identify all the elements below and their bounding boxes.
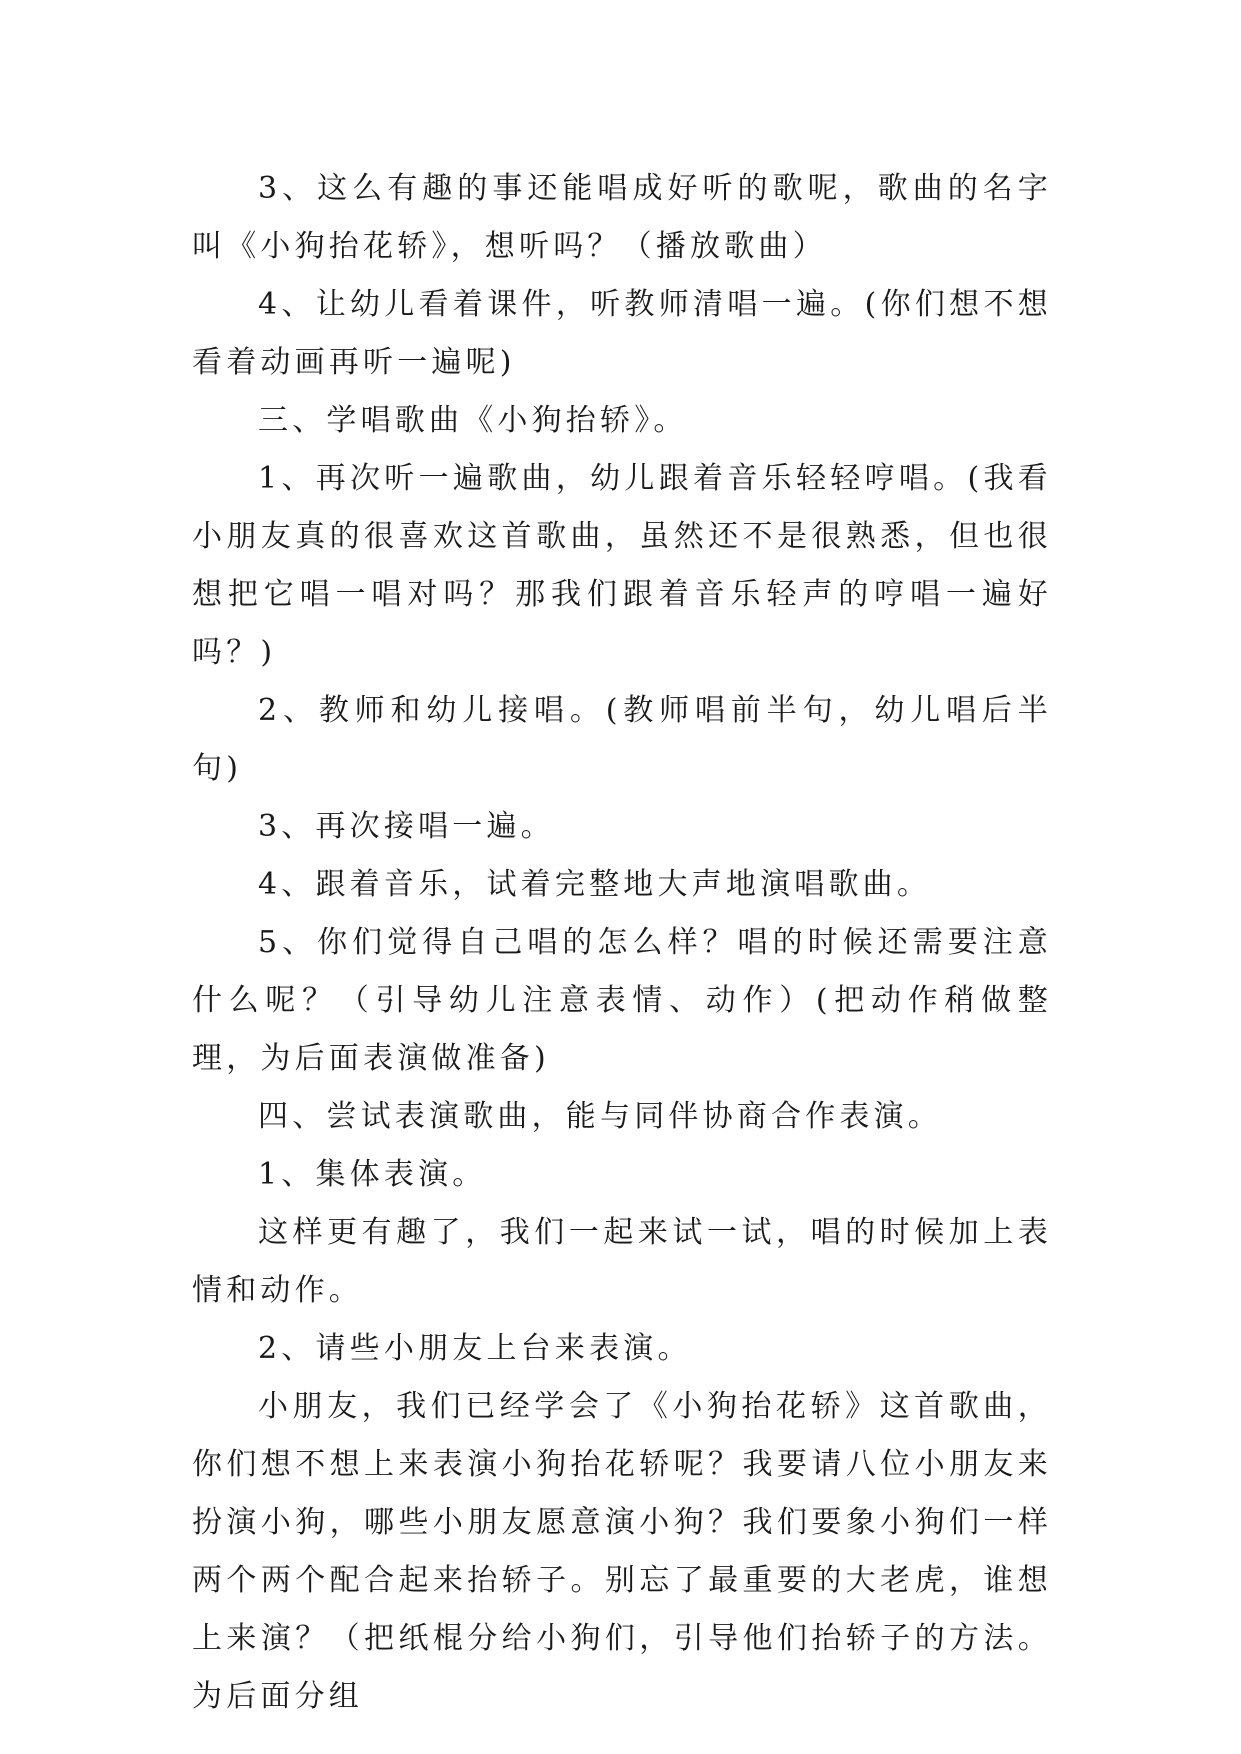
paragraph-step-4-watch-courseware: 4、让幼儿看着课件，听教师清唱一遍。(你们想不想看着动画再听一遍呢): [192, 287, 1052, 380]
paragraph-step-5-reflection: 5、你们觉得自己唱的怎么样？唱的时候还需要注意什么呢？（引导幼儿注意表情、动作）(把动作稍做整理，为后面表演做准备): [192, 925, 1052, 1076]
document-page: [192, 160, 1052, 1726]
paragraph-group-performance-detail: 这样更有趣了，我们一起来试一试，唱的时候加上表情和动作。: [192, 1215, 1052, 1308]
paragraph-step-4-sing-full: 4、跟着音乐，试着完整地大声地演唱歌曲。: [258, 867, 932, 902]
paragraph-stage-performance-detail: 小朋友，我们已经学会了《小狗抬花轿》这首歌曲，你们想不想上来表演小狗抬花轿呢？我要请八位小朋友来扮演小狗，哪些小朋友愿意演小狗？我们要象小狗们一样两个两个配合起来抬轿子。别忘了最重要的大老虎，谁想上来演？（把纸棍分给小狗们，引导他们抬轿子的方法。为后面分组: [192, 1389, 1052, 1714]
paragraph-step-2-alternate-singing: 2、教师和幼儿接唱。(教师唱前半句，幼儿唱后半句): [192, 693, 1052, 786]
paragraph-step-2-stage-performance: 2、请些小朋友上台来表演。: [258, 1331, 692, 1366]
paragraph-step-1-hum-along: 1、再次听一遍歌曲，幼儿跟着音乐轻轻哼唱。(我看小朋友真的很喜欢这首歌曲，虽然还不是很熟悉，但也很想把它唱一唱对吗？那我们跟着音乐轻声的哼唱一遍好吗？): [192, 461, 1052, 670]
section-heading-perform-song: 四、尝试表演歌曲，能与同伴协商合作表演。: [258, 1099, 942, 1134]
paragraph-step-3-song-name: 3、这么有趣的事还能唱成好听的歌呢，歌曲的名字叫《小狗抬花轿》，想听吗？（播放歌曲）: [192, 171, 1052, 264]
paragraph-step-3-repeat: 3、再次接唱一遍。: [258, 809, 555, 844]
paragraph-step-1-group-performance: 1、集体表演。: [258, 1157, 487, 1192]
section-heading-learn-song: 三、学唱歌曲《小狗抬轿》。: [258, 403, 688, 438]
